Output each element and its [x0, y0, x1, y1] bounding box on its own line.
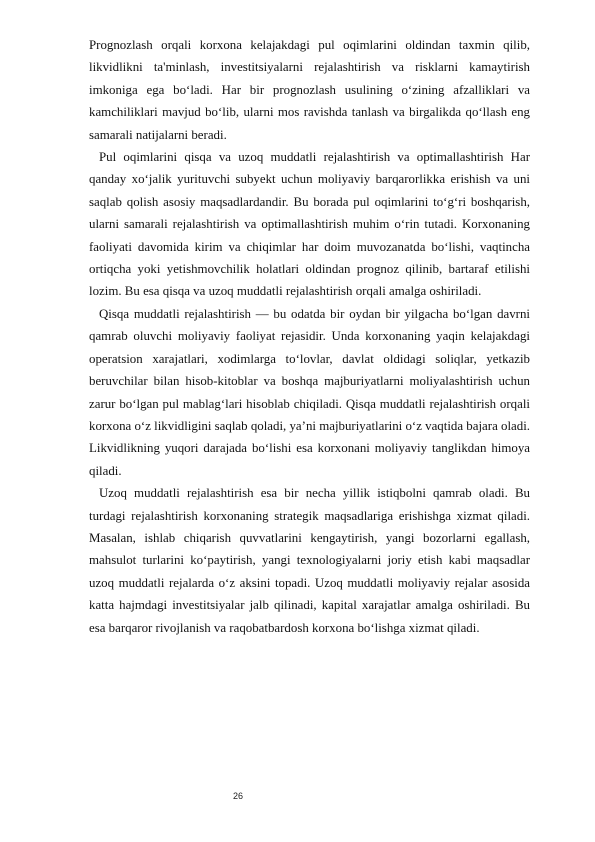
page-number: 26 [232, 791, 243, 801]
paragraph-long-term-planning: Uzoq muddatli rejalashtirish esa bir necha yillik istiqbolni qamrab oladi. Bu turdagi rejalashtirish korxonaning strategik maqsadlariga erishishga xizmat qiladi. Masalan, ishlab chiqarish quvvatlarini kengaytirish, yangi bozorlarni egallash, mahsulot turlarini ko‘paytirish, yangi texnologiyalarni joriy etish kabi maqsadlar uzoq muddatli rejalarda o‘z aksini topadi. Uzoq muddatli moliyaviy rejalar asosida katta hajmdagi investitsiyalar jalb qilinadi, kapital xarajatlar amalga oshiriladi. Bu esa barqaror rivojlanish va raqobatbardosh korxona bo‘lishga xizmat qiladi. [89, 486, 530, 635]
paragraph-short-term-planning: Qisqa muddatli rejalashtirish — bu odatda bir oydan bir yilgacha bo‘lgan davrni qamrab oluvchi moliyaviy faoliyat rejasidir. Unda korxonaning yaqin kelajakdagi operatsion xarajatlari, xodimlarga to‘lovlar, davlat oldidagi soliqlar, yetkazib beruvchilar bilan hisob-kitoblar va boshqa majburiyatlarni moliyalashtirish uchun zarur bo‘lgan pul mablag‘lari hisoblab chiqiladi. Qisqa muddatli rejalashtirish orqali korxona o‘z likvidligini saqlab qoladi, ya’ni majburiyatlarini o‘z vaqtida bajara oladi. Likvidlikning yuqori darajada bo‘lishi esa korxonani moliyaviy tanglikdan himoya qiladi. [89, 306, 531, 478]
paragraph-cash-flow-planning: Pul oqimlarini qisqa va uzoq muddatli rejalashtirish va optimallashtirish Har qanday xo‘jalik yurituvchi subyekt uchun moliyaviy barqarorlikka erishish va uni saqlab qolish asosiy maqsadlardandir. Bu borada pul oqimlarini to‘g‘ri boshqarish, ularni samarali rejalashtirish va optimallashtirish muhim o‘rin tutadi. Korxonaning faoliyati davomida kirim va chiqimlar har doim muvozanatda bo‘lishi, vaqtincha ortiqcha yoki yetishmovchilik holatlari oldindan prognoz qilinib, bartaraf etilishi lozim. Bu esa qisqa va uzoq muddatli rejalashtirish orqali amalga oshiriladi. [89, 150, 530, 299]
document-body [89, 34, 530, 639]
paragraph-forecasting-summary: Prognozlash orqali korxona kelajakdagi pul oqimlarini oldindan taxmin qilib, likvidlikni ta'minlash, investitsiyalarni rejalashtirish va risklarni kamaytirish imkoniga ega bo‘ladi. Har bir prognozlash usulining o‘zining afzalliklari va kamchiliklari mavjud bo‘lib, ularni mos ravishda tanlash va birgalikda qo‘llash eng samarali natijalarni beradi. [89, 38, 530, 142]
